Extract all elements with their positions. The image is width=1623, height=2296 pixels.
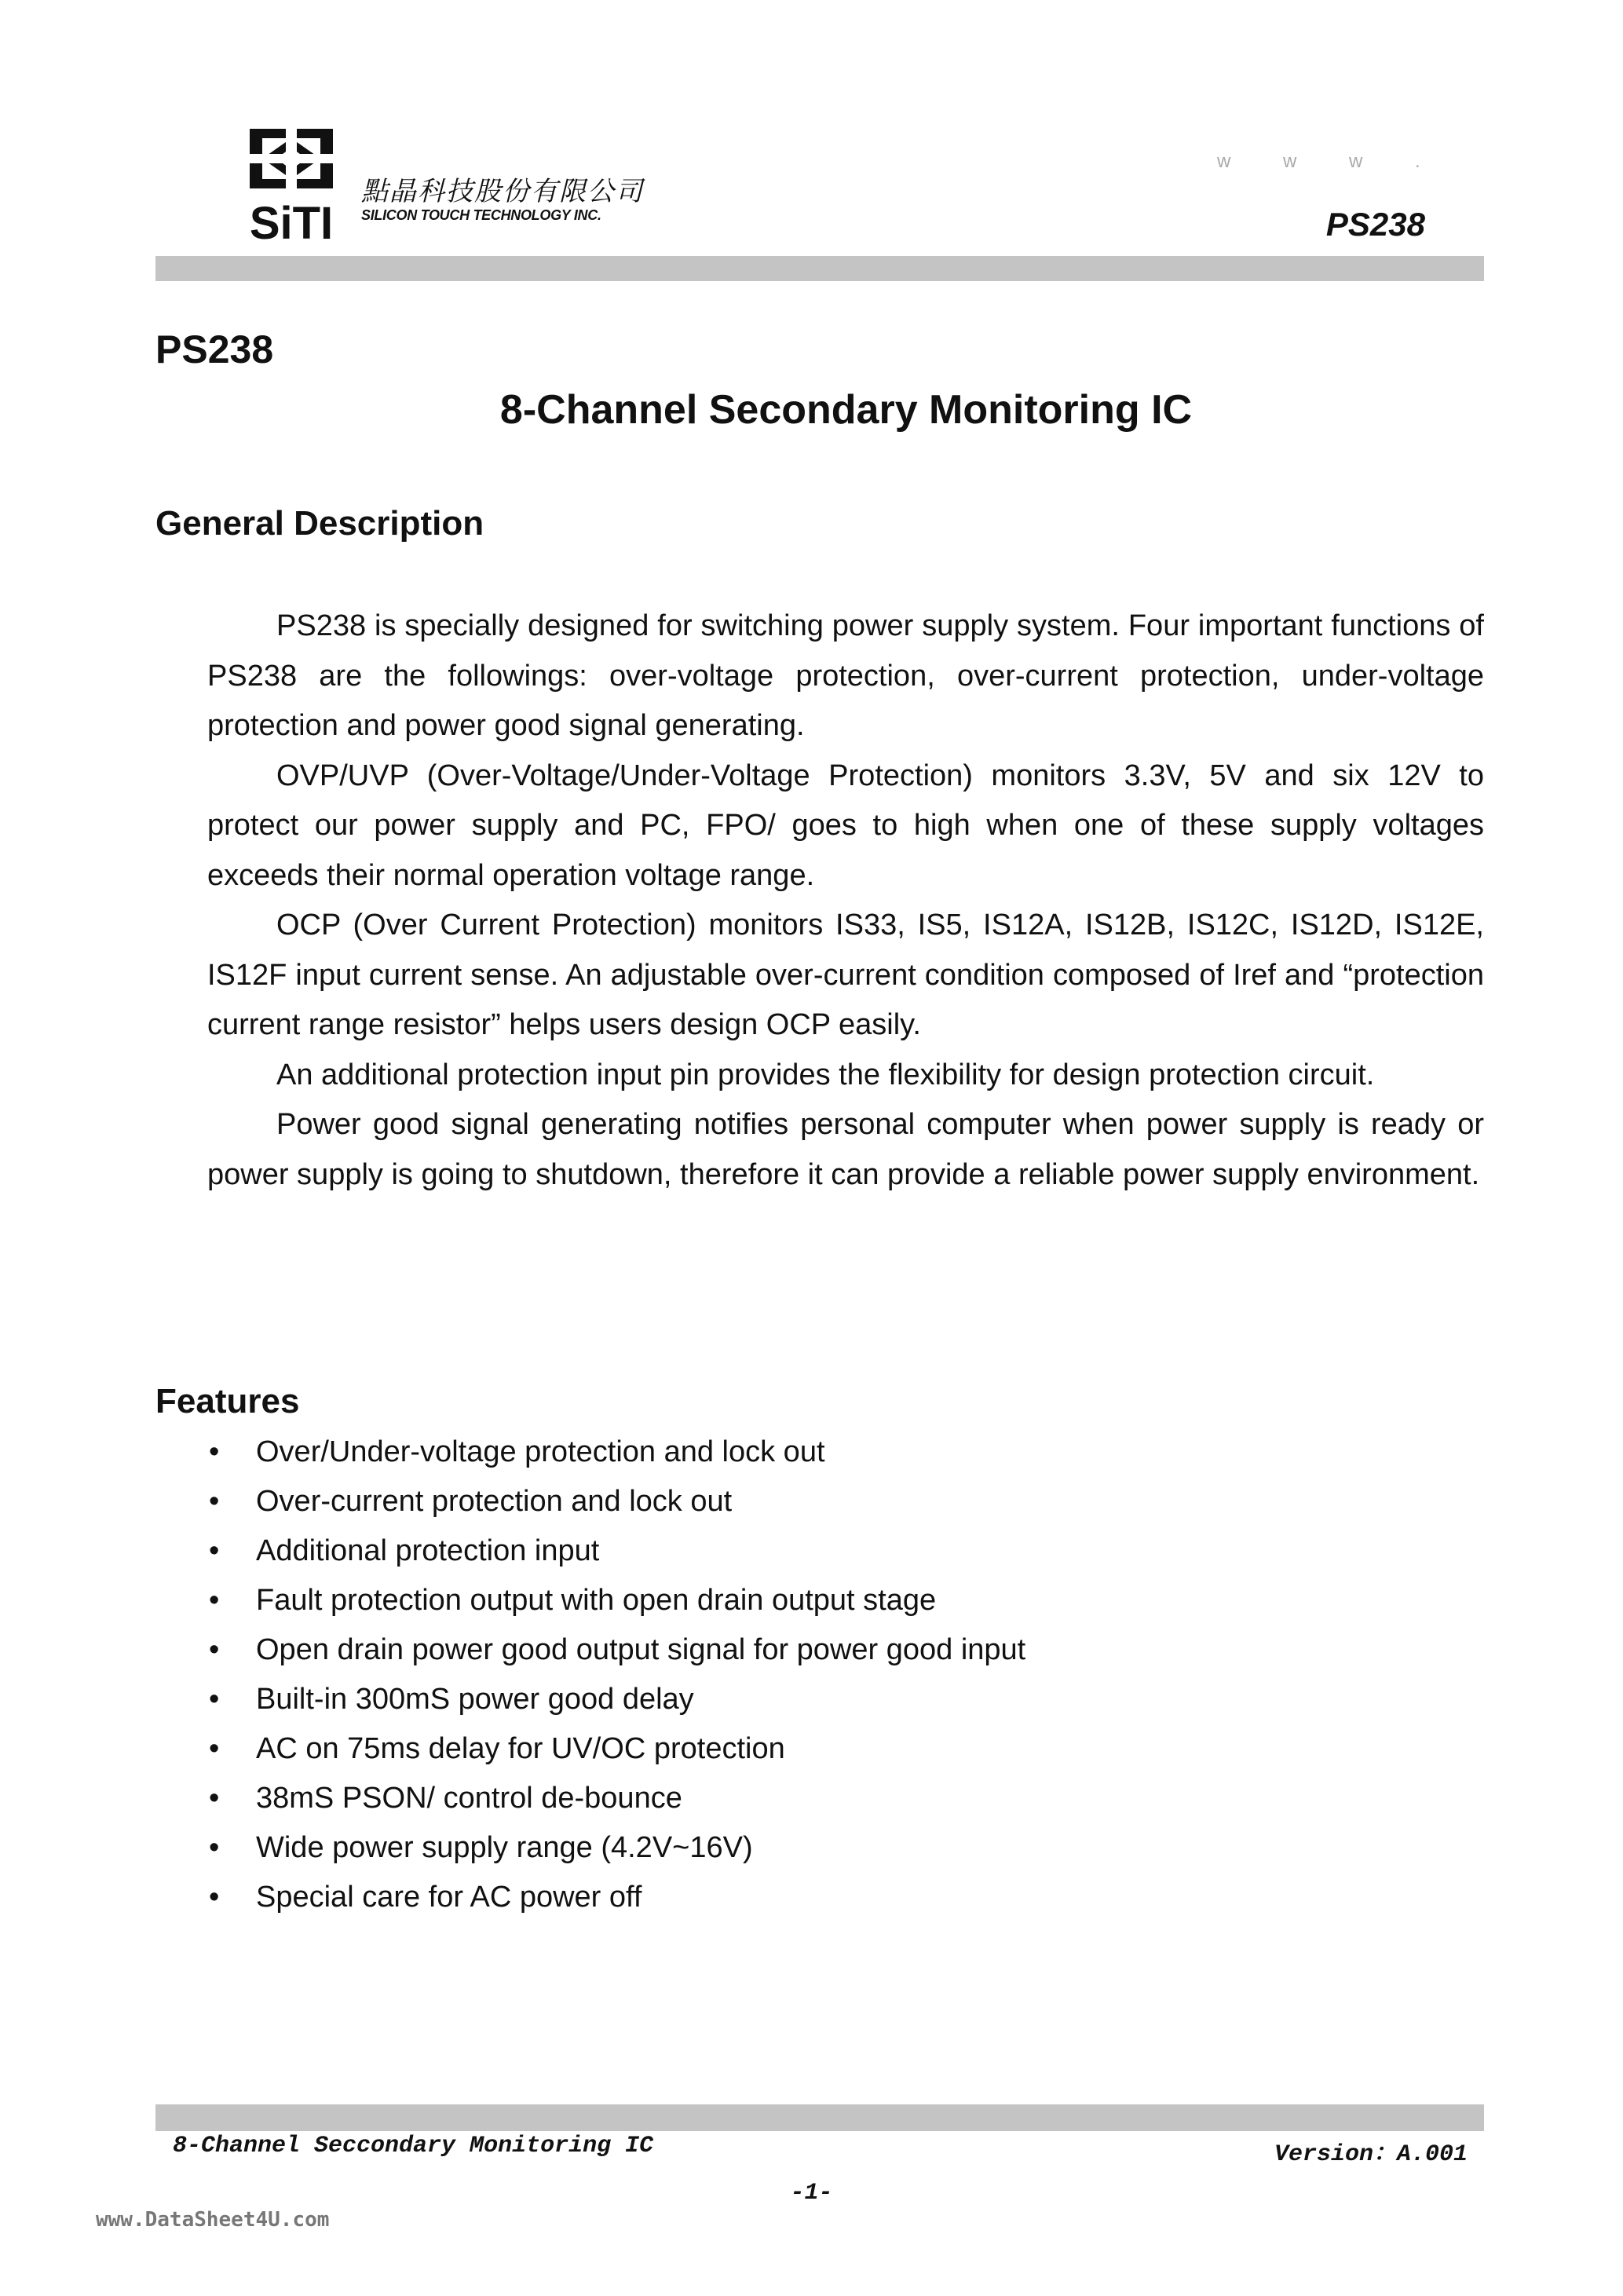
header-www-fragment: w w w . xyxy=(1217,151,1420,172)
features-heading: Features xyxy=(155,1382,300,1420)
general-description-body xyxy=(207,601,1484,1200)
logo-text: SiTI xyxy=(249,198,334,243)
description-paragraph: PS238 is specially designed for switching power supply system. Four important functions of PS238 are the followings: over-voltage protection, over-current protection, under-voltage protection and power good signal generating. xyxy=(207,609,1484,742)
feature-item: • Over/Under-voltage protection and lock out xyxy=(207,1428,1464,1477)
header-part-number: PS238 xyxy=(1325,206,1425,243)
feature-item: • Additional protection input xyxy=(207,1526,1464,1576)
feature-item: • Fault protection output with open drain output stage xyxy=(207,1576,1464,1625)
footer-version: Version：A.001 xyxy=(1274,2141,1468,2168)
features-list xyxy=(207,1428,1464,1922)
general-description-heading: General Description xyxy=(155,504,484,543)
header-divider-bar xyxy=(155,256,1484,281)
description-paragraph: Power good signal generating notifies personal computer when power supply is ready or power supply is going to shutdown, therefore it can provide a reliable power supply environment. xyxy=(207,1108,1484,1191)
feature-item: • Open drain power good output signal for power good input xyxy=(207,1625,1464,1675)
feature-item: • AC on 75ms delay for UV/OC protection xyxy=(207,1724,1464,1774)
feature-item: • Wide power supply range (4.2V~16V) xyxy=(207,1823,1464,1873)
watermark-url[interactable]: www.DataSheet4U.com xyxy=(96,2208,330,2232)
part-title: PS238 xyxy=(155,327,274,371)
footer-divider-bar xyxy=(155,2104,1484,2131)
feature-item: • Built-in 300mS power good delay xyxy=(207,1675,1464,1724)
document-title: 8-Channel Secondary Monitoring IC xyxy=(499,387,1193,433)
company-name-english: SILICON TOUCH TECHNOLOGY INC. xyxy=(361,207,601,223)
feature-item: • 38mS PSON/ control de-bounce xyxy=(207,1774,1464,1823)
description-paragraph: OVP/UVP (Over-Voltage/Under-Voltage Protection) monitors 3.3V, 5V and six 12V to protect our power supply and PC, FPO/ goes to high when one of these supply voltages exceeds their normal operation voltage range. xyxy=(207,759,1484,892)
footer-document-title: 8-Channel Seccondary Monitoring IC xyxy=(173,2133,654,2159)
page-number: -1- xyxy=(790,2180,833,2206)
description-paragraph: An additional protection input pin provides the flexibility for design protection circuit. xyxy=(276,1058,1375,1091)
feature-item: • Over-current protection and lock out xyxy=(207,1477,1464,1526)
siti-logo xyxy=(243,124,339,243)
company-name-chinese: 點晶科技股份有限公司 xyxy=(361,176,644,207)
feature-item: • Special care for AC power off xyxy=(207,1873,1464,1922)
description-paragraph: OCP (Over Current Protection) monitors IS33, IS5, IS12A, IS12B, IS12C, IS12D, IS12E, IS12F input current sense. An adjustable over-current condition composed of Iref and “protection current range resistor” helps users design OCP easily. xyxy=(207,909,1484,1041)
